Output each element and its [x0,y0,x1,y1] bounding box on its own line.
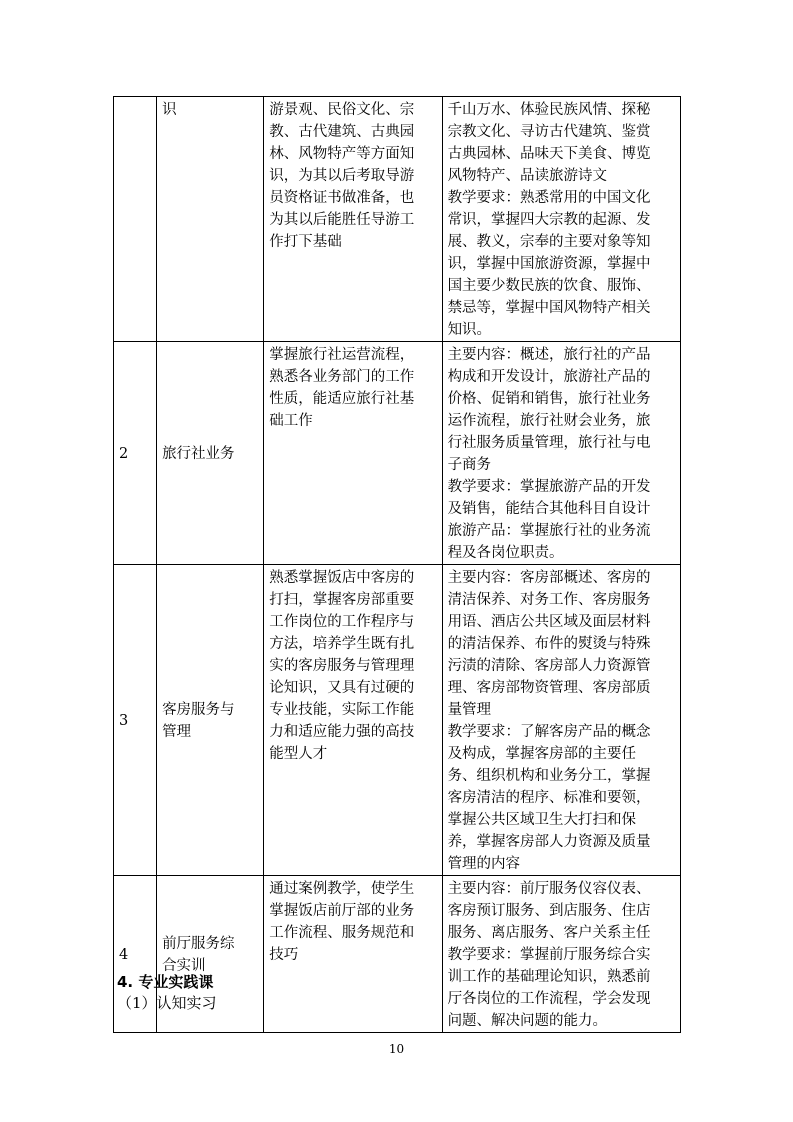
course-name-line: 识 [162,102,177,118]
course-content-line: 知识。 [447,322,492,338]
course-goal-line: 教、古代建筑、古典园 [269,124,415,140]
course-goal-line: 实的客房服务与管理理 [269,658,415,674]
subsection-heading: （1）认知实习 [117,994,217,1012]
course-content-line: 宗教文化、寻访古代建筑、鉴赏 [447,124,651,140]
course-name-line: 管理 [162,724,192,740]
course-name-line: 旅行社业务 [162,446,235,462]
course-content-line: 旅游产品：掌握旅行社的业务流 [447,523,651,539]
course-goal-line: 作打下基础 [269,234,342,250]
course-name-line: 客房服务与 [162,702,235,718]
course-content-line: 千山万水、体验民族风情、探秘 [447,102,651,118]
course-goal-cell [264,876,442,1033]
course-goal-line: 识，为其以后考取导游 [269,168,415,184]
course-goal-line: 熟悉掌握饭店中客房的 [269,570,415,586]
course-content-line: 客房清洁的程序、标准和要领， [447,790,651,806]
row-number-cell [114,97,157,342]
curriculum-table-body [114,97,681,1033]
course-goal-line: 熟悉各业务部门的工作 [269,369,415,385]
course-content-line: 古典园林、品味天下美食、博览 [447,146,651,162]
row-number-cell [114,565,157,876]
course-goal-line: 为其以后能胜任导游工 [269,212,415,228]
course-content-line: 常识，掌握四大宗教的起源、发 [447,212,651,228]
course-content-line: 展、教义，宗奉的主要对象等知 [447,234,651,250]
course-goal-line: 林、风物特产等方面知 [269,146,415,162]
course-content-line: 子商务 [447,457,492,473]
course-content-line: 训工作的基础理论知识，熟悉前 [447,969,651,985]
course-goal-line: 游景观、民俗文化、宗 [269,102,415,118]
course-content-line: 教学要求：熟悉常用的中国文化 [447,190,651,206]
course-content-line: 行社服务质量管理，旅行社与电 [447,435,651,451]
row-number: 2 [119,446,129,462]
course-content-line: 国主要少数民族的饮食、服饰、 [447,278,651,294]
course-goal-line: 通过案例教学，使学生 [269,881,415,897]
course-content-line: 清洁保养、对务工作、客房服务 [447,592,651,608]
course-goal-line: 打扫，掌握客房部重要 [269,592,415,608]
course-name-cell [157,342,264,565]
course-content-line: 价格、促销和销售，旅行社业务 [447,391,651,407]
course-goal-line: 力和适应能力强的高技 [269,724,415,740]
course-goal-line: 能型人才 [269,746,328,762]
course-content-line: 用语、酒店公共区域及面层材料 [447,614,651,630]
course-content-line: 主要内容：前厅服务仪容仪表、 [447,881,651,897]
course-goal-line: 工作岗位的工作程序与 [269,614,415,630]
course-goal-cell [264,565,442,876]
course-goal-line: 专业技能，实际工作能 [269,702,415,718]
course-content-line: 理、客房部物资管理、客房部质 [447,680,651,696]
course-content-line: 量管理 [447,702,492,718]
section-heading: 4. 专业实践课 [117,973,214,991]
course-content-line: 禁忌等，掌握中国风物特产相关 [447,300,651,316]
course-content-line: 风物特产、品读旅游诗文 [447,168,608,184]
course-goal-line: 论知识，又具有过硬的 [269,680,415,696]
course-content-cell [442,97,680,342]
course-content-line: 运作流程，旅行社财会业务，旅 [447,413,651,429]
course-content-line: 服务、离店服务、客户关系主任 [447,925,651,941]
course-goal-cell [264,342,442,565]
course-content-line: 厅各岗位的工作流程，学会发现 [447,991,651,1007]
course-content-line: 务、组织机构和业务分工，掌握 [447,768,651,784]
table-row [114,565,681,876]
course-content-line: 掌握公共区域卫生大打扫和保 [447,812,637,828]
course-content-line: 及构成，掌握客房部的主要任 [447,746,637,762]
course-goal-line: 掌握旅行社运营流程， [269,347,415,363]
course-content-line: 问题、解决问题的能力。 [447,1013,608,1029]
course-content-line: 识，掌握中国旅游资源，掌握中 [447,256,651,272]
course-name-cell [157,97,264,342]
table-row [114,342,681,565]
course-content-line: 教学要求：了解客房产品的概念 [447,724,651,740]
course-content-line: 及销售，能结合其他科目自设计 [447,501,651,517]
curriculum-table [113,96,681,1033]
row-number-cell [114,342,157,565]
row-number: 3 [119,713,129,729]
course-content-line: 客房预订服务、到店服务、住店 [447,903,651,919]
course-goal-line: 掌握饭店前厅部的业务 [269,903,415,919]
course-content-line: 的清洁保养、布件的熨烫与特殊 [447,636,651,652]
page-number: 10 [388,1042,405,1056]
course-goal-line: 方法，培养学生既有扎 [269,636,415,652]
course-goal-line: 础工作 [269,413,313,429]
course-goal-cell [264,97,442,342]
course-goal-line: 工作流程、服务规范和 [269,925,415,941]
course-content-cell [442,565,680,876]
course-name-line: 合实训 [162,958,206,974]
course-content-line: 污渍的清除、客房部人力资源管 [447,658,651,674]
course-content-line: 养，掌握客房部人力资源及质量 [447,834,651,850]
course-content-line: 构成和开发设计，旅游社产品的 [447,369,651,385]
course-name-line: 前厅服务综 [162,936,235,952]
course-goal-line: 性质，能适应旅行社基 [269,391,415,407]
course-content-line: 教学要求：掌握前厅服务综合实 [447,947,651,963]
course-content-line: 教学要求：掌握旅游产品的开发 [447,479,651,495]
course-content-cell [442,876,680,1033]
table-row [114,97,681,342]
course-goal-line: 员资格证书做准备，也 [269,190,415,206]
course-goal-line: 技巧 [269,947,299,963]
course-content-line: 主要内容：概述，旅行社的产品 [447,347,651,363]
course-content-cell [442,342,680,565]
course-content-line: 程及各岗位职责。 [447,545,564,561]
course-name-cell [157,565,264,876]
course-content-line: 主要内容：客房部概述、客房的 [447,570,651,586]
course-content-line: 管理的内容 [447,856,521,872]
row-number: 4 [119,947,129,963]
